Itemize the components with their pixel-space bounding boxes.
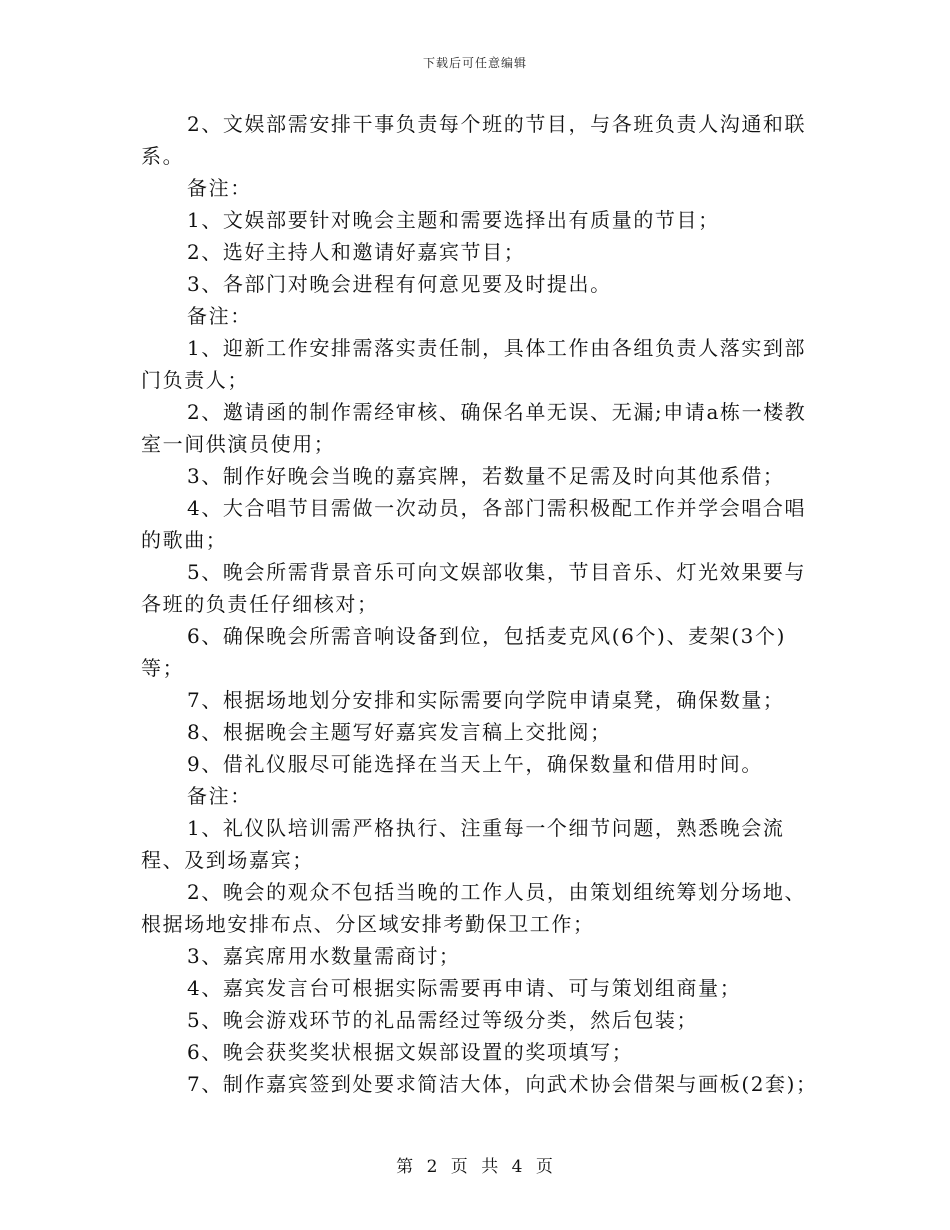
- remark-heading: 备注：: [187, 784, 252, 808]
- paragraph: 4、大合唱节目需做一次动员，各部门需积极配工作并学会唱合唱的歌曲；: [141, 496, 807, 552]
- paragraph: 1、迎新工作安排需落实责任制，具体工作由各组负责人落实到部门负责人；: [141, 336, 807, 392]
- paragraph: 5、晚会所需背景音乐可向文娱部收集，节目音乐、灯光效果要与各班的负责任仔细核对；: [141, 560, 807, 616]
- paragraph: 7、根据场地划分安排和实际需要向学院申请桌凳，确保数量；: [187, 688, 785, 712]
- paragraph: 8、根据晚会主题写好嘉宾发言稿上交批阅；: [187, 720, 612, 744]
- paragraph: 1、文娱部要针对晚会主题和需要选择出有质量的节目；: [187, 208, 720, 232]
- paragraph: 3、制作好晚会当晚的嘉宾牌，若数量不足需及时向其他系借；: [187, 464, 785, 488]
- paragraph: 4、嘉宾发言台可根据实际需要再申请、可与策划组商量；: [187, 976, 742, 1000]
- paragraph: 5、晚会游戏环节的礼品需经过等级分类，然后包装；: [187, 1008, 699, 1032]
- paragraph: 2、晚会的观众不包括当晚的工作人员，由策划组统筹划分场地、根据场地安排布点、分区域安排考勤保卫工作；: [141, 880, 807, 936]
- paragraph: 2、邀请函的制作需经审核、确保名单无误、无漏;申请a栋一楼教室一间供演员使用；: [141, 400, 807, 456]
- remark-heading: 备注：: [187, 304, 252, 328]
- paragraph: 1、礼仪队培训需严格执行、注重每一个细节问题，熟悉晚会流程、及到场嘉宾；: [141, 816, 785, 872]
- paragraph: 2、文娱部需安排干事负责每个班的节目，与各班负责人沟通和联系。: [141, 112, 807, 168]
- paragraph: 3、各部门对晚会进程有何意见要及时提出。: [187, 272, 612, 296]
- paragraph: 2、选好主持人和邀请好嘉宾节目；: [187, 240, 526, 264]
- paragraph: 3、嘉宾席用水数量需商讨；: [187, 944, 461, 968]
- page-header-note: 下载后可任意编辑: [422, 56, 527, 70]
- paragraph: 7、制作嘉宾签到处要求简洁大体，向武术协会借架与画板(2套)；: [187, 1072, 818, 1096]
- document-body: [141, 108, 821, 1100]
- paragraph: 6、晚会获奖奖状根据文娱部设置的奖项填写；: [187, 1040, 634, 1064]
- page-number-footer: 第 2 页 共 4 页: [396, 1157, 554, 1177]
- remark-heading: 备注：: [187, 176, 252, 200]
- paragraph: 9、借礼仪服尽可能选择在当天上午，确保数量和借用时间。: [187, 752, 763, 776]
- paragraph: 6、确保晚会所需音响设备到位，包括麦克风(6个)、麦架(3个)等；: [141, 624, 786, 680]
